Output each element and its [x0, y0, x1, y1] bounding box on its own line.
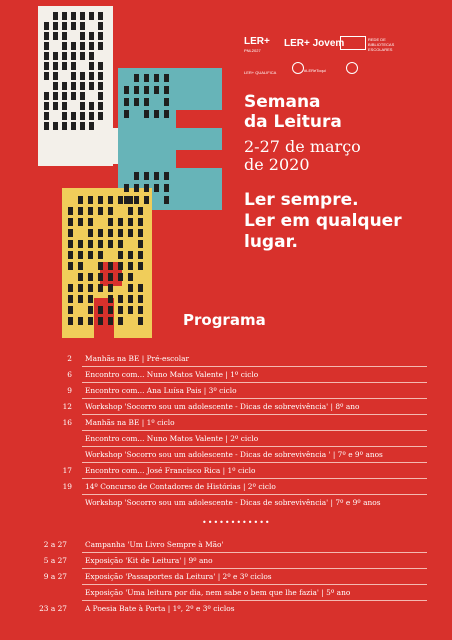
- window-mark: [71, 82, 76, 90]
- window-mark: [44, 22, 49, 30]
- window-mark: [118, 295, 123, 303]
- window-mark: [78, 207, 83, 215]
- row-text: Encontro com... Nuno Matos Valente | 1º ciclo: [85, 370, 259, 379]
- ler-toque-icon: [292, 62, 304, 74]
- window-mark: [108, 207, 113, 215]
- slogan-line-3: lugar.: [244, 232, 298, 252]
- row-text: Manhãs na BE | 1º ciclo: [85, 418, 175, 427]
- window-mark: [80, 72, 85, 80]
- window-mark: [98, 102, 103, 110]
- window-mark: [124, 86, 129, 94]
- window-mark: [71, 12, 76, 20]
- window-mark: [118, 317, 123, 325]
- window-mark: [68, 262, 73, 270]
- window-mark: [78, 284, 83, 292]
- window-mark: [144, 184, 149, 192]
- window-mark: [44, 102, 49, 110]
- window-mark: [138, 262, 143, 270]
- window-mark: [80, 102, 85, 110]
- window-mark: [144, 86, 149, 94]
- window-mark: [108, 306, 113, 314]
- row-text: Exposição 'Kit de Leitura' | 9º ano: [85, 556, 213, 565]
- row-day: 9 a 27: [43, 572, 67, 581]
- window-mark: [71, 122, 76, 130]
- window-mark: [118, 218, 123, 226]
- window-mark: [118, 229, 123, 237]
- window-mark: [118, 273, 123, 281]
- programa-heading: Programa: [183, 311, 266, 329]
- window-mark: [118, 240, 123, 248]
- title-line-2: da Leitura: [244, 112, 342, 132]
- window-mark: [78, 317, 83, 325]
- window-mark: [138, 229, 143, 237]
- window-mark: [108, 273, 113, 281]
- window-mark: [164, 110, 169, 118]
- window-mark: [134, 86, 139, 94]
- window-mark: [138, 207, 143, 215]
- row-text: Campanha 'Um Livro Sempre à Mão': [85, 540, 224, 549]
- window-mark: [80, 92, 85, 100]
- row-text: Encontro com... Nuno Matos Valente | 2º ciclo: [85, 434, 259, 443]
- window-mark: [44, 52, 49, 60]
- window-mark: [71, 22, 76, 30]
- row-day: 9: [67, 386, 72, 395]
- window-mark: [80, 112, 85, 120]
- window-mark: [71, 72, 76, 80]
- window-mark: [88, 251, 93, 259]
- window-mark: [98, 284, 103, 292]
- title-line-1: Semana: [244, 92, 321, 112]
- row-text: A Poesia Bate à Porta | 1º, 2º e 3º ciclos: [85, 604, 235, 613]
- window-mark: [68, 284, 73, 292]
- window-mark: [88, 317, 93, 325]
- window-mark: [68, 295, 73, 303]
- window-mark: [154, 184, 159, 192]
- window-mark: [98, 62, 103, 70]
- window-mark: [53, 62, 58, 70]
- window-mark: [118, 306, 123, 314]
- row-divider: [82, 446, 427, 447]
- window-mark: [138, 240, 143, 248]
- letter-e-notch-bottom: [176, 150, 222, 168]
- window-mark: [98, 22, 103, 30]
- window-mark: [164, 98, 169, 106]
- window-mark: [124, 98, 129, 106]
- window-mark: [89, 82, 94, 90]
- window-mark: [98, 262, 103, 270]
- row-divider: [82, 584, 427, 585]
- window-mark: [53, 32, 58, 40]
- row-text: 14º Concurso de Contadores de Histórias | 2º ciclo: [85, 482, 276, 491]
- window-mark: [62, 12, 67, 20]
- window-mark: [68, 207, 73, 215]
- window-mark: [164, 86, 169, 94]
- window-mark: [62, 42, 67, 50]
- window-mark: [138, 218, 143, 226]
- row-text: Exposição 'Passaportes da Leitura' | 2º e 3º ciclos: [85, 572, 272, 581]
- window-mark: [62, 102, 67, 110]
- window-mark: [108, 240, 113, 248]
- row-divider: [82, 568, 427, 569]
- partner-logos: [236, 34, 436, 84]
- window-mark: [78, 273, 83, 281]
- window-mark: [44, 122, 49, 130]
- window-mark: [53, 122, 58, 130]
- window-mark: [78, 218, 83, 226]
- window-mark: [134, 74, 139, 82]
- window-mark: [71, 62, 76, 70]
- window-mark: [98, 92, 103, 100]
- window-mark: [98, 229, 103, 237]
- window-mark: [98, 207, 103, 215]
- window-mark: [98, 42, 103, 50]
- window-mark: [88, 218, 93, 226]
- window-mark: [44, 62, 49, 70]
- window-mark: [78, 251, 83, 259]
- window-mark: [62, 82, 67, 90]
- window-mark: [128, 196, 133, 204]
- window-mark: [78, 240, 83, 248]
- window-mark: [62, 32, 67, 40]
- row-divider: [82, 552, 427, 553]
- window-mark: [154, 86, 159, 94]
- window-mark: [78, 196, 83, 204]
- window-mark: [53, 22, 58, 30]
- window-mark: [88, 196, 93, 204]
- event-title: [244, 92, 342, 132]
- slogan-line-2: Ler em qualquer: [244, 211, 402, 231]
- window-mark: [44, 112, 49, 120]
- window-mark: [108, 229, 113, 237]
- dates-line-2: de 2020: [244, 155, 310, 174]
- row-day: 16: [62, 418, 72, 427]
- window-mark: [128, 251, 133, 259]
- window-mark: [89, 32, 94, 40]
- window-mark: [44, 42, 49, 50]
- window-mark: [89, 112, 94, 120]
- window-mark: [128, 218, 133, 226]
- window-mark: [124, 110, 129, 118]
- window-mark: [98, 12, 103, 20]
- window-mark: [108, 196, 113, 204]
- window-mark: [62, 62, 67, 70]
- window-mark: [98, 273, 103, 281]
- row-text: Encontro com... José Francisco Rica | 1º ciclo: [85, 466, 256, 475]
- window-mark: [98, 317, 103, 325]
- rbe-logo-mark: [340, 36, 366, 50]
- window-mark: [44, 92, 49, 100]
- window-mark: [134, 172, 139, 180]
- row-divider: [82, 462, 427, 463]
- ler-qualifica-logo: LER+ QUALIFICA: [244, 70, 277, 75]
- window-mark: [80, 52, 85, 60]
- window-mark: [89, 62, 94, 70]
- window-mark: [88, 240, 93, 248]
- window-mark: [44, 32, 49, 40]
- window-mark: [88, 295, 93, 303]
- window-mark: [53, 102, 58, 110]
- window-mark: [108, 284, 113, 292]
- row-divider: [82, 382, 427, 383]
- row-text: Encontro com... Ana Luísa Pais | 3º ciclo: [85, 386, 237, 395]
- window-mark: [98, 82, 103, 90]
- row-divider: [82, 600, 427, 601]
- row-day: 17: [62, 466, 72, 475]
- row-text: Workshop 'Socorro sou um adolescente - Dicas de sobrevivência' | 7º e 9º anos: [85, 498, 381, 507]
- window-mark: [68, 229, 73, 237]
- window-mark: [62, 122, 67, 130]
- window-mark: [108, 262, 113, 270]
- window-mark: [134, 98, 139, 106]
- window-mark: [89, 72, 94, 80]
- window-mark: [164, 74, 169, 82]
- window-mark: [118, 251, 123, 259]
- window-mark: [53, 52, 58, 60]
- window-mark: [134, 196, 139, 204]
- window-mark: [78, 295, 83, 303]
- window-mark: [98, 306, 103, 314]
- window-mark: [138, 251, 143, 259]
- window-mark: [89, 102, 94, 110]
- row-text: Manhãs na BE | Pré-escolar: [85, 354, 190, 363]
- row-day: 23 a 27: [39, 604, 67, 613]
- window-mark: [89, 42, 94, 50]
- row-text: Workshop 'Socorro sou um adolescente - Dicas de sobrevivência' | 8º ano: [85, 402, 360, 411]
- window-mark: [154, 110, 159, 118]
- window-mark: [89, 52, 94, 60]
- window-mark: [138, 317, 143, 325]
- window-mark: [118, 196, 123, 204]
- window-mark: [118, 262, 123, 270]
- window-mark: [62, 112, 67, 120]
- row-day: 19: [62, 482, 72, 491]
- window-mark: [53, 72, 58, 80]
- window-mark: [88, 207, 93, 215]
- ler-toque-logo: #LERéToqui: [304, 68, 326, 73]
- window-mark: [88, 284, 93, 292]
- row-text: Workshop 'Socorro sou um adolescente - Dicas de sobrevivência ' | 7º e 9º anos: [85, 450, 383, 459]
- window-mark: [80, 12, 85, 20]
- ler-plus-logo: LER+: [244, 36, 270, 47]
- window-mark: [138, 284, 143, 292]
- window-mark: [144, 196, 149, 204]
- window-mark: [68, 251, 73, 259]
- window-mark: [68, 317, 73, 325]
- window-mark: [71, 92, 76, 100]
- slogan-line-1: Ler sempre.: [244, 190, 359, 210]
- window-mark: [88, 229, 93, 237]
- school-seal-icon: [346, 62, 358, 74]
- window-mark: [128, 295, 133, 303]
- window-mark: [164, 184, 169, 192]
- window-mark: [128, 284, 133, 292]
- window-mark: [62, 92, 67, 100]
- window-mark: [98, 112, 103, 120]
- window-mark: [98, 72, 103, 80]
- row-divider: [82, 494, 427, 495]
- row-day: 2 a 27: [43, 540, 67, 549]
- ler-plus-sub: PNL2027: [244, 48, 261, 53]
- window-mark: [89, 122, 94, 130]
- window-mark: [71, 112, 76, 120]
- window-mark: [124, 184, 129, 192]
- window-mark: [53, 82, 58, 90]
- window-mark: [68, 306, 73, 314]
- window-mark: [71, 52, 76, 60]
- row-divider: [82, 478, 427, 479]
- window-mark: [164, 172, 169, 180]
- window-mark: [80, 22, 85, 30]
- row-divider: [82, 430, 427, 431]
- window-mark: [154, 74, 159, 82]
- row-divider: [82, 366, 427, 367]
- window-mark: [128, 207, 133, 215]
- window-mark: [80, 42, 85, 50]
- window-mark: [78, 262, 83, 270]
- window-mark: [128, 273, 133, 281]
- window-mark: [62, 52, 67, 60]
- ler-jovem-logo: LER+ Jovem: [284, 38, 345, 49]
- row-day: 5 a 27: [43, 556, 67, 565]
- window-mark: [98, 32, 103, 40]
- window-mark: [44, 72, 49, 80]
- letter-e-notch-top: [176, 110, 222, 128]
- window-mark: [71, 42, 76, 50]
- window-mark: [88, 273, 93, 281]
- row-day: 12: [62, 402, 72, 411]
- row-text: Exposição 'Uma leitura por dia, nem sabe o bem que lhe fazia' | 5º ano: [85, 588, 351, 597]
- window-mark: [108, 317, 113, 325]
- window-mark: [154, 172, 159, 180]
- event-dates: [244, 138, 361, 174]
- window-mark: [68, 240, 73, 248]
- window-mark: [138, 295, 143, 303]
- event-slogan: [244, 190, 402, 253]
- window-mark: [128, 229, 133, 237]
- window-mark: [53, 92, 58, 100]
- window-mark: [138, 306, 143, 314]
- section-separator: ••••••••••••: [202, 518, 271, 527]
- window-mark: [68, 218, 73, 226]
- row-divider: [82, 398, 427, 399]
- window-mark: [144, 172, 149, 180]
- window-mark: [80, 32, 85, 40]
- row-day: 6: [67, 370, 72, 379]
- window-mark: [98, 240, 103, 248]
- window-mark: [98, 251, 103, 259]
- window-mark: [144, 98, 149, 106]
- window-mark: [80, 82, 85, 90]
- window-mark: [144, 110, 149, 118]
- window-mark: [80, 122, 85, 130]
- window-mark: [134, 184, 139, 192]
- window-mark: [164, 196, 169, 204]
- window-mark: [88, 306, 93, 314]
- rbe-logo: REDE DE BIBLIOTECAS ESCOLARES: [368, 37, 395, 52]
- window-mark: [89, 12, 94, 20]
- row-divider: [82, 414, 427, 415]
- window-mark: [108, 295, 113, 303]
- window-mark: [98, 196, 103, 204]
- window-mark: [128, 262, 133, 270]
- window-mark: [128, 306, 133, 314]
- window-mark: [108, 218, 113, 226]
- window-mark: [62, 22, 67, 30]
- window-mark: [144, 74, 149, 82]
- window-mark: [53, 12, 58, 20]
- row-day: 2: [67, 354, 72, 363]
- dates-line-1: 2-27 de março: [244, 137, 361, 156]
